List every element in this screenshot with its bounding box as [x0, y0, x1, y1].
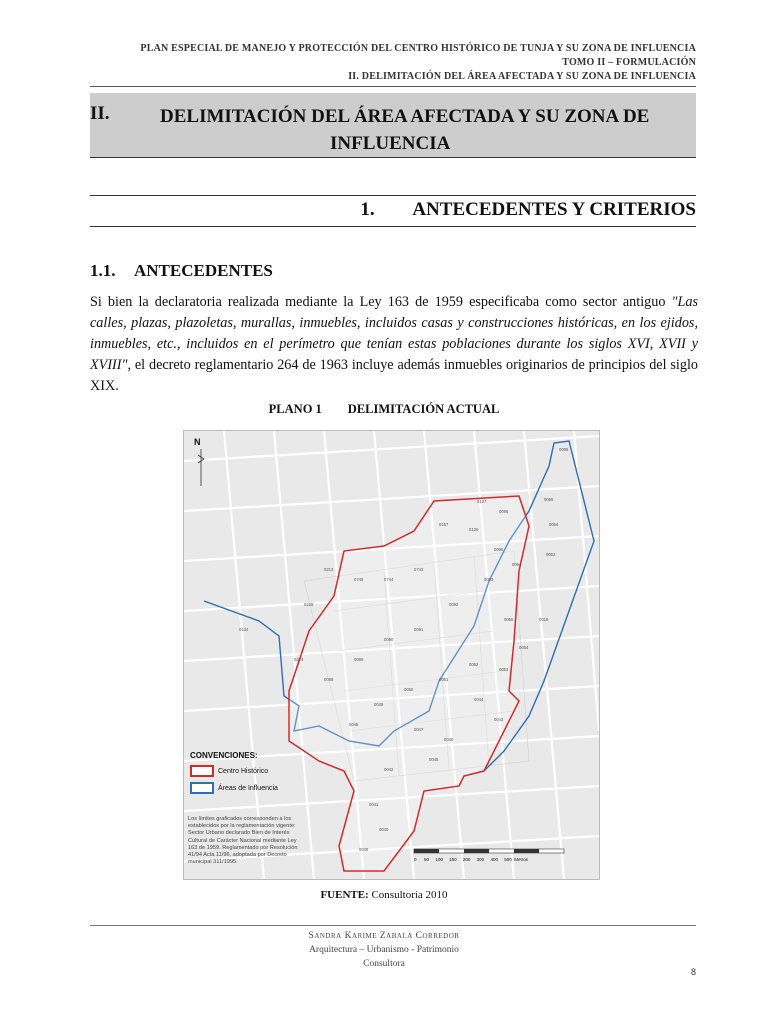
blue-outline-swatch-icon — [190, 782, 214, 794]
chapter-heading — [90, 93, 696, 158]
svg-text:0744: 0744 — [384, 577, 394, 582]
paragraph-part-1: Si bien la declaratoria realizada mediante la Ley 163 de 1959 especificaba como sector antiguo — [90, 294, 672, 310]
footer-author: Sandra Karime Zabala Corredor — [308, 931, 460, 941]
svg-text:0046: 0046 — [444, 737, 454, 742]
svg-text:0049: 0049 — [374, 702, 384, 707]
svg-text:0127: 0127 — [477, 499, 487, 504]
svg-text:0096: 0096 — [499, 509, 509, 514]
scale-label: 100 — [435, 857, 443, 862]
plan-caption — [0, 402, 768, 417]
svg-text:0134: 0134 — [239, 627, 249, 632]
svg-text:0088: 0088 — [324, 677, 334, 682]
svg-text:0016: 0016 — [539, 617, 549, 622]
source-text: Consultoría 2010 — [371, 889, 448, 901]
svg-text:0052: 0052 — [546, 552, 556, 557]
svg-text:0052: 0052 — [469, 662, 479, 667]
svg-text:0045: 0045 — [429, 757, 439, 762]
svg-text:0055: 0055 — [504, 617, 514, 622]
footer-line-3: Consultora — [363, 959, 405, 969]
legend-item-label: Centro Histórico — [218, 767, 269, 775]
north-label: N — [194, 437, 201, 447]
page-number: 8 — [690, 967, 696, 977]
svg-text:0051: 0051 — [439, 677, 449, 682]
header-rule — [90, 86, 696, 87]
svg-text:0228: 0228 — [304, 602, 314, 607]
legend-item-influence-area — [190, 782, 350, 794]
header-line-2: TOMO II – FORMULACIÓN — [562, 57, 696, 68]
svg-text:0745: 0745 — [354, 577, 364, 582]
svg-text:0055: 0055 — [544, 497, 554, 502]
scale-label: 50 — [424, 857, 430, 862]
svg-text:0157: 0157 — [439, 522, 449, 527]
svg-text:0213: 0213 — [324, 567, 334, 572]
chapter-number: II. — [90, 103, 110, 124]
scale-label: 0 — [414, 857, 417, 862]
footer-line-2: Arquitectura – Urbanismo - Patrimonio — [309, 945, 459, 955]
svg-text:0054: 0054 — [549, 522, 559, 527]
page-footer — [0, 929, 768, 971]
subsection-heading — [90, 261, 273, 281]
map-legal-note: Los límites graficados corresponden a los establecidos por la reglamentación vigente: Sector Urbano declarado Bien de Interés Cultural de Carácter Nacional mediante Ley 163 de 1959. Reglamentado por Resolución 41/94 Acta 11/96, adoptada por Decreto municipal 311/1995. — [188, 816, 298, 866]
scale-label: Metros — [514, 857, 529, 862]
scale-labels — [414, 857, 528, 862]
svg-text:0093: 0093 — [484, 577, 494, 582]
chapter-title-line-2: INFLUENCIA — [330, 133, 451, 154]
svg-text:0092: 0092 — [449, 602, 459, 607]
paragraph-part-2: , el decreto reglamentario 264 de 1963 incluye además inmuebles originarios de principios del siglo XIX. — [90, 357, 698, 394]
scale-label: 150 — [449, 857, 457, 862]
svg-text:0089: 0089 — [354, 657, 364, 662]
section-rule-top — [90, 195, 696, 196]
svg-text:0039: 0039 — [359, 847, 369, 852]
map-legend — [190, 751, 350, 794]
subsection-number: 1.1. — [90, 261, 116, 280]
section-number: 1. — [360, 199, 375, 220]
figure-source — [0, 889, 768, 901]
svg-text:0090: 0090 — [384, 637, 394, 642]
svg-text:0743: 0743 — [414, 567, 424, 572]
section-title: ANTECEDENTES Y CRITERIOS — [412, 199, 696, 220]
svg-text:0094: 0094 — [512, 562, 522, 567]
header-line-3: II. DELIMITACIÓN DEL ÁREA AFECTADA Y SU ZONA DE INFLUENCIA — [348, 71, 696, 82]
running-header — [140, 42, 696, 84]
paragraph-quote: "Las calles, plazas, plazoletas, murallas, inmuebles, incluidos casas y construcciones históricas, en los ejidos, inmuebles, etc., incluidos en el perímetro que tenían estas poblaciones durante los siglos XVI, XVII y XVIII" — [90, 294, 698, 373]
section-rule-bottom — [90, 226, 696, 227]
legend-title: CONVENCIONES: — [190, 751, 258, 760]
legend-item-historic-center — [190, 765, 350, 777]
svg-text:0095: 0095 — [559, 447, 569, 452]
plan-title: DELIMITACIÓN ACTUAL — [347, 402, 500, 416]
svg-text:0095: 0095 — [494, 547, 504, 552]
svg-text:0044: 0044 — [474, 697, 484, 702]
svg-text:0048: 0048 — [349, 722, 359, 727]
svg-text:0040: 0040 — [379, 827, 389, 832]
source-label: FUENTE: — [320, 889, 369, 901]
subsection-title: ANTECEDENTES — [134, 261, 273, 280]
body-paragraph — [90, 292, 698, 397]
scale-label: 300 — [476, 857, 485, 862]
scale-label: 500 — [504, 857, 512, 862]
section-heading — [360, 199, 696, 221]
scale-bar — [414, 849, 564, 853]
map-drawing — [184, 431, 599, 879]
footer-rule — [90, 925, 696, 926]
delimitation-map — [183, 430, 600, 880]
svg-text:0041: 0041 — [369, 802, 379, 807]
red-outline-swatch-icon — [190, 765, 214, 777]
svg-text:0050: 0050 — [404, 687, 414, 692]
scale-label: 200 — [462, 857, 471, 862]
legend-item-label: Áreas de Influencia — [218, 784, 278, 792]
svg-text:0053: 0053 — [499, 667, 509, 672]
svg-text:0126: 0126 — [469, 527, 479, 532]
chapter-title — [160, 103, 696, 157]
svg-text:0042: 0042 — [384, 767, 394, 772]
svg-text:0054: 0054 — [519, 645, 529, 650]
svg-text:0224: 0224 — [294, 657, 304, 662]
svg-text:0047: 0047 — [414, 727, 424, 732]
chapter-title-line-1: DELIMITACIÓN DEL ÁREA AFECTADA Y SU ZONA DE — [160, 106, 650, 127]
svg-text:0043: 0043 — [494, 717, 504, 722]
svg-text:0091: 0091 — [414, 627, 424, 632]
header-line-1: PLAN ESPECIAL DE MANEJO Y PROTECCIÓN DEL CENTRO HISTÓRICO DE TUNJA Y SU ZONA DE INFLUENCIA — [140, 43, 696, 54]
scale-label: 400 — [490, 857, 498, 862]
plan-label: PLANO 1 — [268, 402, 322, 416]
